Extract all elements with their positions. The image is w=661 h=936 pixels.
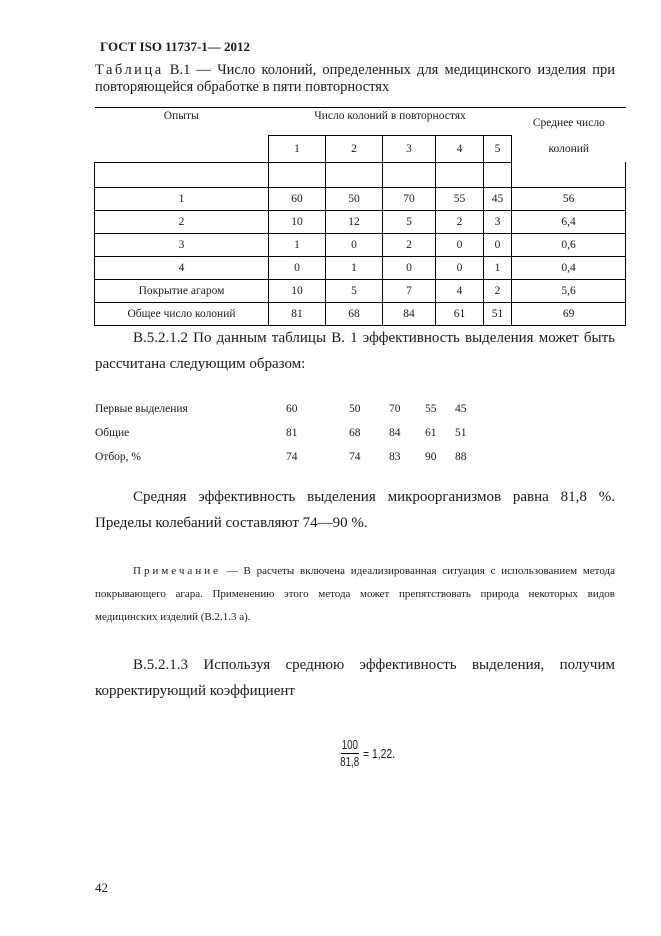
header-spacer — [269, 162, 326, 187]
formula-result: = 1,22. — [363, 746, 396, 761]
cell: 0 — [436, 233, 484, 256]
data-value: 55 — [425, 403, 437, 415]
cell: 84 — [383, 302, 436, 325]
cell: 12 — [326, 210, 383, 233]
formula-denominator: 81,8 — [340, 754, 360, 769]
cell: 51 — [484, 302, 512, 325]
header-repeats-group: Число колоний в повторностях — [269, 108, 512, 136]
note-text: — В расчеты включена идеализированная ситуация с использованием метода покрывающего агара. Применению этого метода может препятствовать природа некоторых видов медицинских изделий (B.2.1.3 а). — [95, 565, 615, 623]
paragraph-average-efficiency: Средняя эффективность выделения микроорганизмов равна 81,8 %. Пределы колебаний составляют 74—90 %. — [95, 489, 615, 531]
data-row-label: Отбор, % — [95, 451, 142, 463]
cell: 3 — [484, 210, 512, 233]
page-number: 42 — [95, 880, 108, 895]
cell-average: 6,4 — [512, 210, 626, 233]
cell: 4 — [436, 279, 484, 302]
cell: 7 — [383, 279, 436, 302]
cell: 5 — [383, 210, 436, 233]
cell: 5 — [326, 279, 383, 302]
header-repeat-4: 4 — [436, 136, 484, 162]
cell: 55 — [436, 187, 484, 210]
header-spacer — [95, 162, 269, 187]
correction-formula — [337, 737, 403, 770]
cell: 10 — [269, 279, 326, 302]
header-experiments: Опыты — [95, 108, 269, 163]
cell: 0 — [269, 256, 326, 279]
table-row — [95, 233, 626, 256]
table-caption-text: B.1 — Число колоний, определенных для медицинского изделия при повторяющейся обработке в пяти повторностях — [95, 62, 615, 95]
cell: 45 — [484, 187, 512, 210]
note-block — [95, 560, 615, 629]
cell: 0 — [383, 256, 436, 279]
data-value: 60 — [286, 403, 298, 415]
cell-average: 0,6 — [512, 233, 626, 256]
paragraph-b5213: B.5.2.1.3 Используя среднюю эффективность выделения, получим корректирующий коэффициент — [95, 657, 615, 699]
row-label: 3 — [95, 233, 269, 256]
row-label: 2 — [95, 210, 269, 233]
row-label: Общее число колоний — [95, 302, 269, 325]
data-value: 70 — [389, 403, 401, 415]
table-row — [95, 187, 626, 210]
data-value: 45 — [455, 403, 467, 415]
cell: 50 — [326, 187, 383, 210]
table-row — [95, 302, 626, 325]
cell: 2 — [484, 279, 512, 302]
cell: 0 — [484, 233, 512, 256]
cell: 1 — [484, 256, 512, 279]
header-repeat-3: 3 — [383, 136, 436, 162]
cell-average: 69 — [512, 302, 626, 325]
cell-average: 56 — [512, 187, 626, 210]
header-spacer — [484, 162, 512, 187]
cell: 0 — [436, 256, 484, 279]
cell: 2 — [436, 210, 484, 233]
table-row — [95, 279, 626, 302]
data-value: 68 — [349, 427, 361, 439]
table-row — [95, 210, 626, 233]
data-value: 81 — [286, 427, 298, 439]
cell: 61 — [436, 302, 484, 325]
header-repeat-1: 1 — [269, 136, 326, 162]
cell: 1 — [269, 233, 326, 256]
data-value: 50 — [349, 403, 361, 415]
header-spacer — [436, 162, 484, 187]
header-average: Среднее число колоний — [512, 108, 626, 163]
formula-numerator: 100 — [341, 737, 358, 752]
cell: 0 — [326, 233, 383, 256]
header-spacer — [512, 162, 626, 187]
data-value: 51 — [455, 427, 467, 439]
cell: 10 — [269, 210, 326, 233]
data-value: 74 — [349, 451, 361, 463]
data-row-label: Первые выделения — [95, 403, 188, 415]
data-value: 84 — [389, 427, 401, 439]
header-repeat-5: 5 — [484, 136, 512, 162]
data-row-label: Общие — [95, 427, 130, 439]
header-spacer — [383, 162, 436, 187]
data-value: 90 — [425, 451, 437, 463]
row-label: Покрытие агаром — [95, 279, 269, 302]
cell-average: 5,6 — [512, 279, 626, 302]
row-label: 4 — [95, 256, 269, 279]
data-value: 61 — [425, 427, 437, 439]
cell: 60 — [269, 187, 326, 210]
header-repeat-2: 2 — [326, 136, 383, 162]
cell: 1 — [326, 256, 383, 279]
header-spacer — [326, 162, 383, 187]
cell: 81 — [269, 302, 326, 325]
document-header: ГОСТ ISO 11737-1— 2012 — [100, 39, 251, 54]
cell: 68 — [326, 302, 383, 325]
table-row — [95, 256, 626, 279]
paragraph-b5212: B.5.2.1.2 По данным таблицы B. 1 эффективность выделения может быть рассчитана следующим образом: — [95, 330, 615, 372]
data-value: 88 — [455, 451, 467, 463]
table-caption — [95, 62, 615, 96]
formula-fraction — [337, 737, 362, 770]
cell: 2 — [383, 233, 436, 256]
table-caption-label: Таблица — [95, 62, 164, 78]
colony-count-table — [94, 107, 626, 326]
note-label: Примечание — [133, 565, 221, 577]
row-label: 1 — [95, 187, 269, 210]
cell: 70 — [383, 187, 436, 210]
cell-average: 0,4 — [512, 256, 626, 279]
data-value: 83 — [389, 451, 401, 463]
data-value: 74 — [286, 451, 298, 463]
